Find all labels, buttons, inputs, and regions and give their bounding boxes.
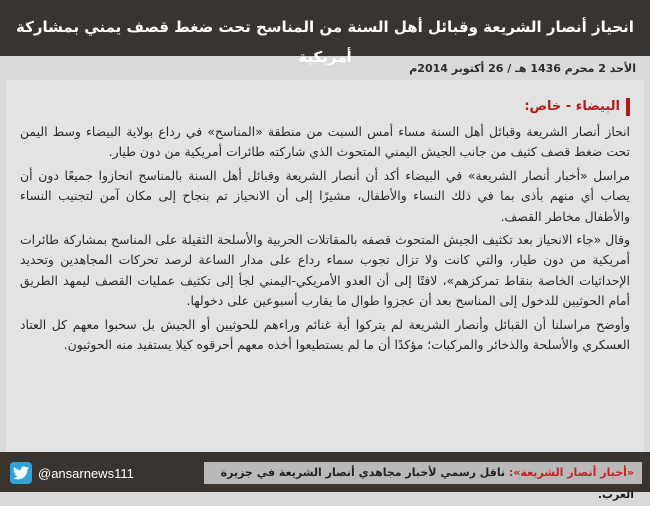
article-paragraph: وأوضح مراسلنا أن القبائل وأنصار الشريعة لم يتركوا أية غنائم وراءهم للحوثيين أو الجيش بل سحبوا معهم كل العتاد العسكري والأسلحة والذخائر والمركبات؛ مؤكدًا أن ما لم يستطيعوا أخذه معهم أحرقوه كيلا يستفيد منه الحوثيون. <box>20 316 630 353</box>
page-title: انحياز أنصار الشريعة وقبائل أهل السنة من المناسح تحت ضغط قصف يمني بمشاركة أمريكية <box>0 0 650 56</box>
article-dateline: البيضاء - خاص: <box>524 98 630 116</box>
article-paragraph: انحاز أنصار الشريعة وقبائل أهل السنة مساء أمس السبت من منطقة «المناسح» في رداع بولاية البيضاء وسط اليمن تحت ضغط قصف كثيف من جانب الجيش اليمني المتحوث الذي شاركته طائرات أمريكية من دون طيار. <box>20 124 630 160</box>
article-paragraph: وقال «جاء الانحياز بعد تكثيف الجيش المتحوث قصفه بالمقاتلات الحربية والأسلحة الثقيلة على المناسح بمشاركة طائرات أمريكية من دون طيار، والتي كانت ولا تزال تجوب سماء رداع على مدار الساعة لرصد تحركات المجاهدين وتحديد الإحداثيات الخاصة بنقاط تمركزهم»، لافتًا إلى أن العدو الأمريكي-اليمني لجأ إلى تكثيف عمليات القصف ليمهد الطريق أمام الحوثيين للدخول إلى المناسح بعد أن عجزوا طوال ما يقارب أسبوعين على دخولها. <box>20 232 630 309</box>
publish-date: الأحد 2 محرم 1436 هـ / 26 أكتوبر 2014م <box>409 62 636 75</box>
article-text <box>20 122 630 358</box>
source-description: ناقل رسمي لأخبار مجاهدي أنصار الشريعة في جزيرة العرب. <box>220 466 634 501</box>
source-note <box>204 462 642 501</box>
footer-bar <box>0 452 650 501</box>
source-name: «أخبار أنصار الشريعة»: <box>508 466 634 479</box>
article-body <box>6 80 644 452</box>
twitter-handle: @ansarnews111 <box>38 465 134 481</box>
twitter-bird-icon <box>10 462 32 484</box>
twitter-link[interactable] <box>10 461 134 485</box>
article-paragraph: مراسل «أخبار أنصار الشريعة» في البيضاء أكد أن أنصار الشريعة وقبائل أهل السنة بالمناسح انحازوا جميعًا دون أن يصاب أي منهم بأذى بما في ذلك النساء والأطفال، مشيرًا إلى أن الانحياز تم بنجاح إلى مكان آمن لتجنيب النساء والأطفال مخاطر القصف. <box>20 167 630 224</box>
